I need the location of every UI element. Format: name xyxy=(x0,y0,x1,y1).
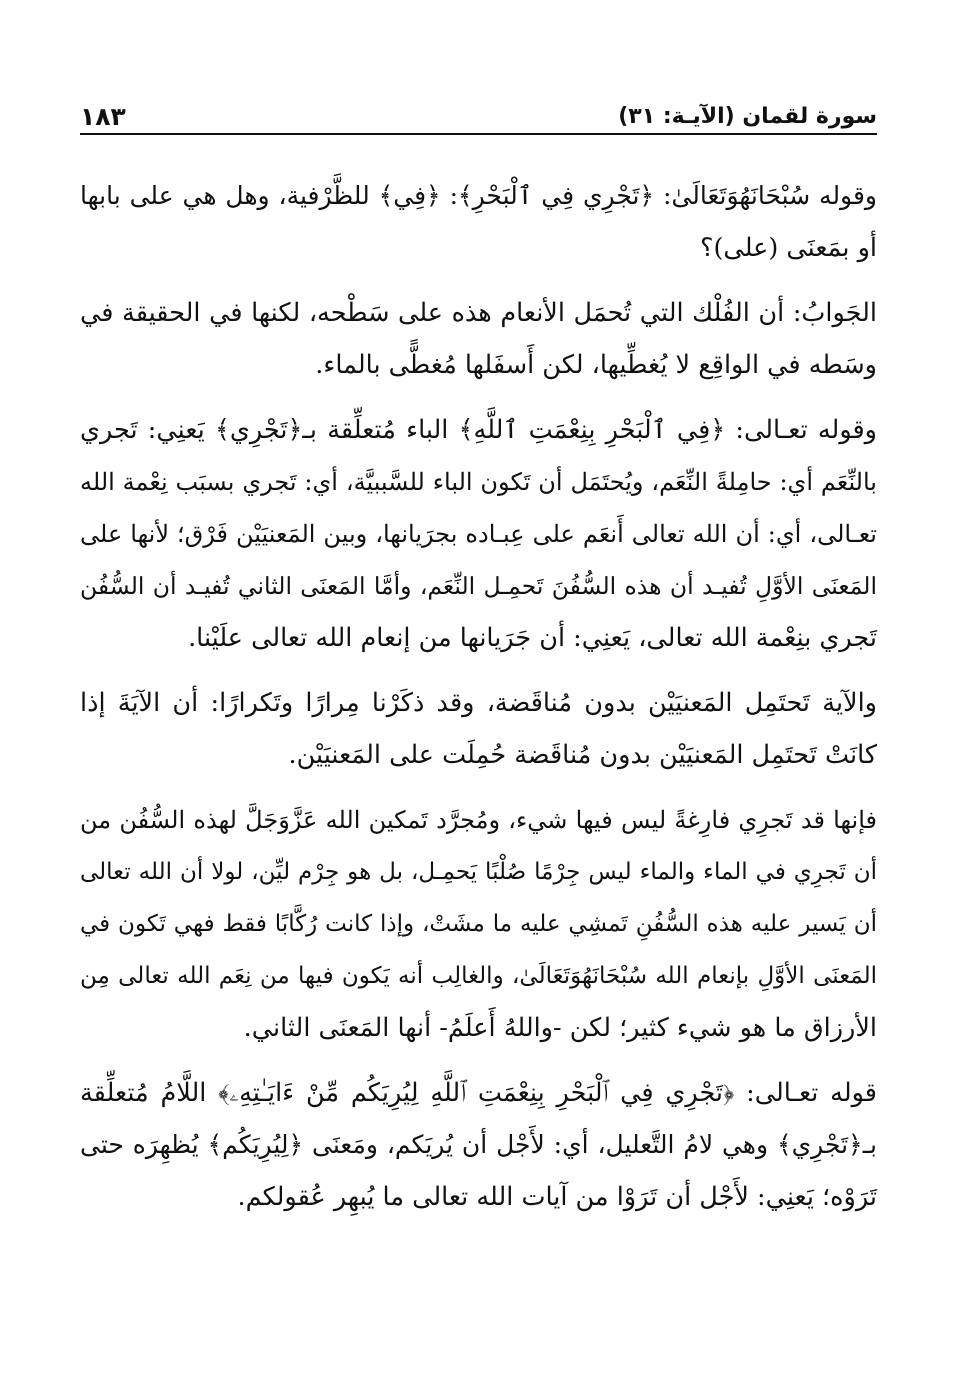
text-line: أن تَجرِي في الماء والماء ليس جِرْمًا صُلْبًا يَحمِـل، بل هو جِرْم ليِّن، لولا أن الله تعالى xyxy=(80,859,877,885)
text-line: أو بمَعنَى (على)؟ xyxy=(699,233,877,263)
text-line: وسَطه في الواقِع لا يُغطِّيها، لكن أَسفَلها مُغطًّى بالماء. xyxy=(315,350,877,380)
text-line: والآية تَحتَمِل المَعنيَيْن بدون مُناقَضة، وقد ذكَرْنا مِرارًا وتَكرارًا: أن الآيَةَ إذا xyxy=(80,688,877,718)
header-divider xyxy=(80,133,877,135)
page-body xyxy=(80,170,877,1236)
text-line: تَجري بنِعْمة الله تعالى، يَعنِي: أن جَرَيانها من إنعام الله تعالى علَيْنا. xyxy=(188,623,877,653)
text-line: المَعنَى الأوَّلِ بإنعام الله سُبْحَانَهُوَتَعَالَىٰ، والغالِب أنه يَكون فيها من نِعَم الله تعالى مِن xyxy=(80,963,877,989)
page-header xyxy=(80,96,877,132)
text-line: الجَوابُ: أن الفُلْك التي تُحمَل الأنعام هذه على سَطْحه، لكنها في الحقيقة في xyxy=(80,298,877,328)
text-line: أن يَسير عليه هذه السُّفُنِ تَمشِي عليه ما مشَتْ، وإذا كانت رُكَّابًا فقط فهي تَكون في xyxy=(80,911,877,937)
paragraph-question-fi xyxy=(80,170,877,274)
text-line: بـ﴿تَجْرِي﴾ وهي لامُ التَّعليل، أي: لأَجْل أن يُريَكم، ومَعنَى ﴿لِيُرِيَكُم﴾ يُظهِرَه حتى xyxy=(80,1130,877,1159)
text-line: كانَتْ تَحتَمِل المَعنيَيْن بدون مُناقَضة حُمِلَت على المَعنيَيْن. xyxy=(288,740,877,770)
page-number: ١٨٣ xyxy=(80,102,126,131)
paragraph-empty-ships xyxy=(80,794,877,1054)
running-header-title: سورة لقمان (الآيـة: ٣١) xyxy=(618,104,877,129)
paragraph-answer xyxy=(80,287,877,391)
paragraph-bi-nimat-allah xyxy=(80,404,877,664)
paragraph-both-meanings xyxy=(80,677,877,781)
text-line: تَرَوْه؛ يَعنِي: لأَجْل أن تَرَوْا من آيات الله تعالى ما يُبهِر عُقولكم. xyxy=(237,1182,877,1212)
text-line: بالنِّعَم أي: حامِلةً النِّعَم، ويُحتَمَل أن تَكون الباء للسَّببيَّة، أي: تَجري بسبَب نِعْمة الله xyxy=(80,468,877,496)
text-line: المَعنَى الأوَّلِ تُفيـد أن هذه السُّفُنَ تَحمِـل النِّعَم، وأمَّا المَعنَى الثاني تُفيـد أن السُّفُن xyxy=(80,572,877,600)
text-line: وقوله سُبْحَانَهُوَتَعَالَىٰ: ﴿تَجْرِي فِي ٱلْبَحْرِ﴾: ﴿فِي﴾ للظَّرْفية، وهل هي على بابها xyxy=(80,181,877,210)
text-line: الأرزاق ما هو شيء كثير؛ لكن -واللهُ أَعلَمُ- أنها المَعنَى الثاني. xyxy=(243,1013,877,1043)
text-line: وقوله تعـالى: ﴿فِي ٱلْبَحْرِ بِنِعْمَتِ ٱللَّهِ﴾ الباء مُتعلِّقة بـ﴿تَجْرِي﴾ يَعنِي: تَجري xyxy=(80,415,877,445)
text-line: فإنها قد تَجرِي فارِغةً ليس فيها شيء، ومُجرَّد تَمكين الله عَزَّوَجَلَّ لهذه السُّفُن من xyxy=(80,806,877,834)
paragraph-li-yuriyakum xyxy=(80,1067,877,1223)
text-line: تعـالى، أي: أن الله تعالى أَنعَم على عِبـاده بجرَيانها، وبين المَعنيَيْن فَرْق؛ لأنها على xyxy=(80,520,877,548)
text-line: قوله تعـالى: ﴿تَجْرِي فِي ٱلْبَحْرِ بِنِعْمَتِ ٱللَّهِ لِيُرِيَكُم مِّنْ ءَايَـٰتِهِۦ﴾ اللَّامُ مُتعلِّقة xyxy=(80,1078,877,1108)
